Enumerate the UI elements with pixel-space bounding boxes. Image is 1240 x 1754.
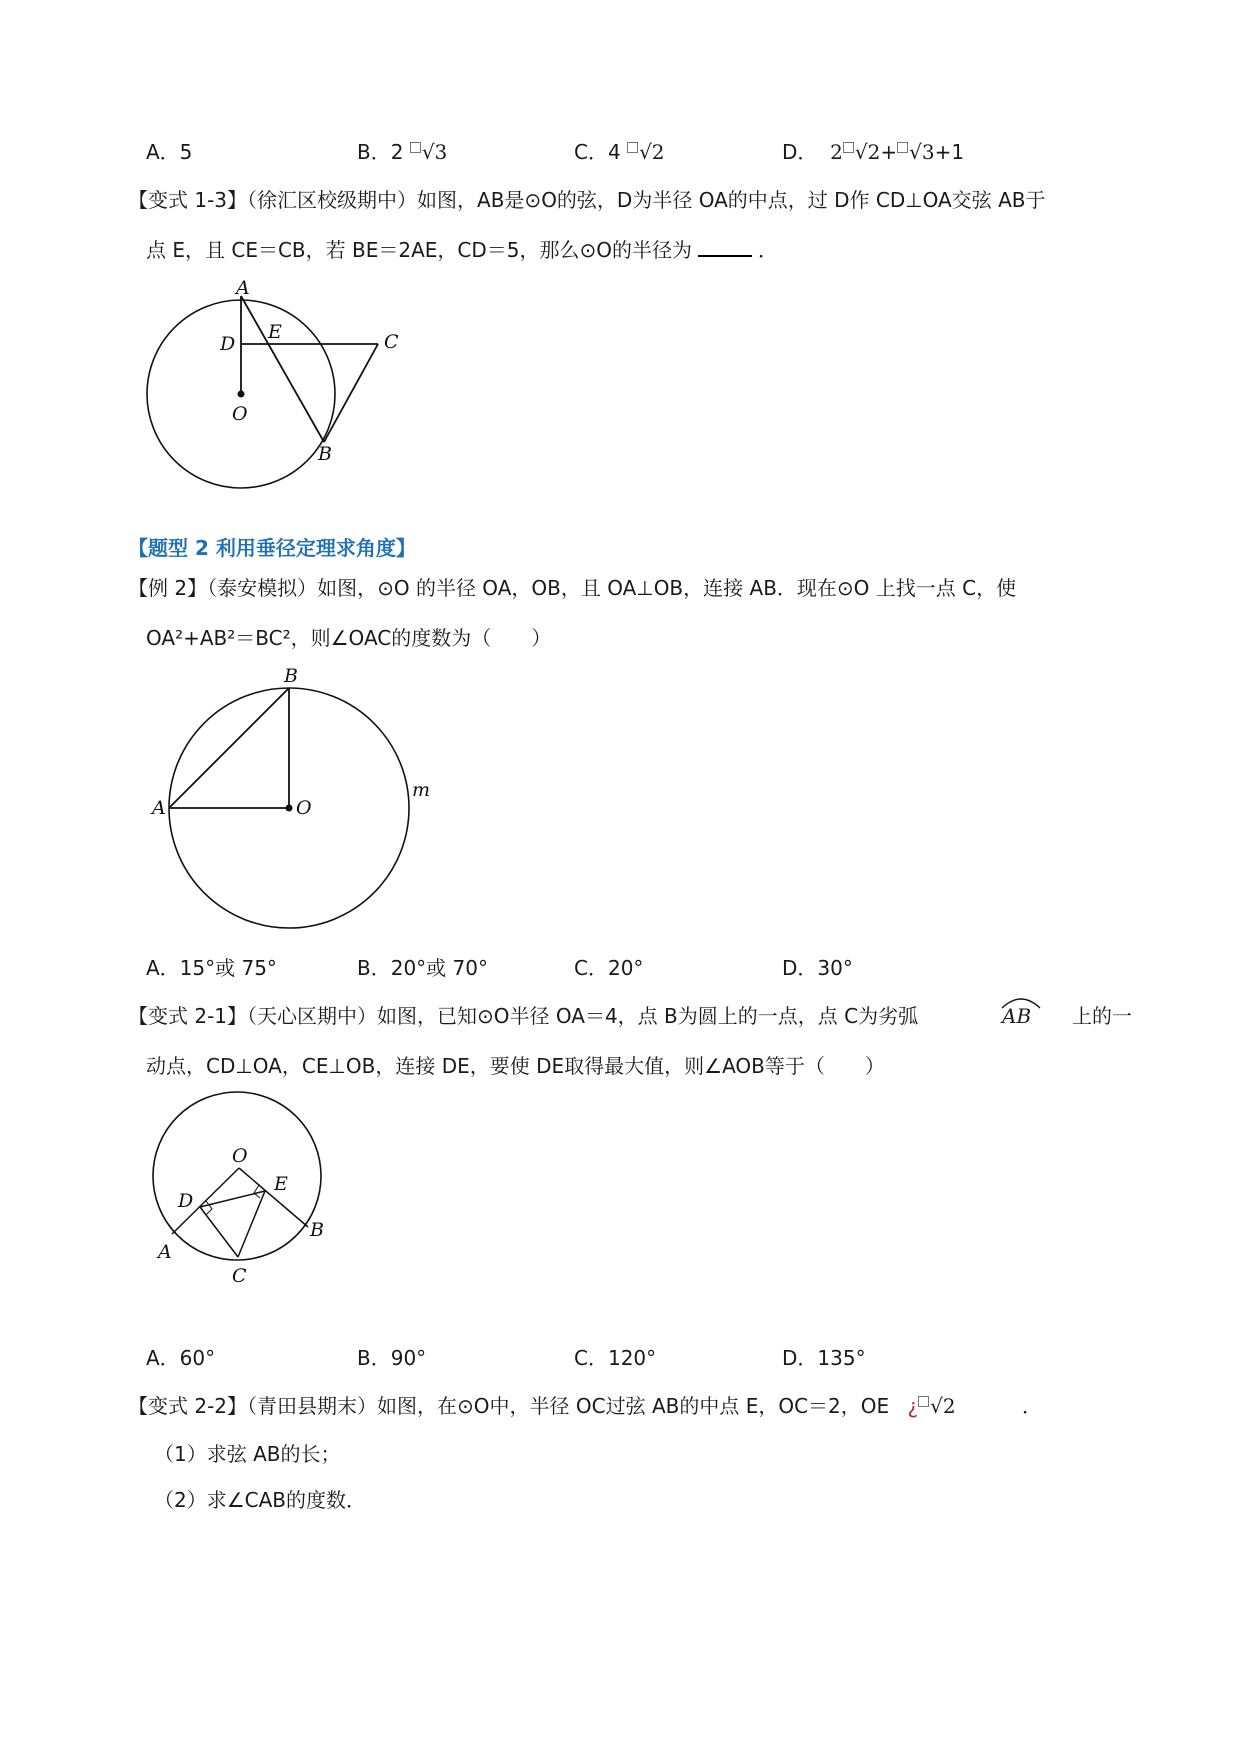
q1-option-d-plus: + xyxy=(880,140,898,164)
label-d: D xyxy=(178,1190,194,1212)
v21-line2: 动点，CD⊥OA，CE⊥OB，连接 DE，要使 DE取得最大值，则∠AOB等于（ ） xyxy=(146,1054,885,1078)
v13-line2 xyxy=(146,236,778,264)
v22-sub2: （2）求∠CAB的度数． xyxy=(154,1488,367,1512)
label-a: A xyxy=(152,797,166,819)
missing-glyph-icon xyxy=(843,142,854,153)
right-angle-d-icon xyxy=(206,1201,212,1215)
v22-glyph: ¿ xyxy=(907,1394,919,1418)
q1-option-b xyxy=(357,138,447,166)
label-m: m xyxy=(412,779,431,801)
q1-option-d-radical-2: √3 xyxy=(909,140,935,164)
right-angle-e-icon xyxy=(254,1185,260,1198)
ex2-line2: OA²+AB²＝BC²，则∠OAC的度数为（ ） xyxy=(146,626,552,650)
ex2-option-b: B．20°或 70° xyxy=(357,956,488,980)
label-a: A xyxy=(158,1241,172,1263)
center-point xyxy=(238,391,245,398)
v22-line1 xyxy=(128,1392,956,1420)
label-e: E xyxy=(274,1173,288,1195)
q1-option-c xyxy=(574,138,665,166)
segment-cd xyxy=(200,1207,238,1257)
v13-text-2: 点 E，且 CE＝CB，若 BE＝2AE，CD＝5，那么⊙O的半径为 xyxy=(146,238,692,262)
v22-text-1: 如图，在⊙O中，半径 OC过弦 AB的中点 E，OC＝2，OE xyxy=(377,1394,890,1418)
arc-label: AB xyxy=(1002,1004,1032,1028)
v13-text-1: 如图，AB是⊙O的弦，D为半径 OA的中点，过 D作 CD⊥OA交弦 AB于 xyxy=(417,188,1046,212)
v13-text-2-end: ． xyxy=(758,238,778,262)
label-b: B xyxy=(310,1219,324,1241)
label-o: O xyxy=(296,797,312,819)
ex2-option-a: A．15°或 75° xyxy=(146,956,277,980)
missing-glyph-icon xyxy=(627,142,638,153)
v21-text-1: 如图，已知⊙O半径 OA＝4，点 B为圆上的一点，点 C为劣弧 xyxy=(377,1004,919,1028)
v21-option-b: B．90° xyxy=(357,1346,427,1370)
center-point xyxy=(286,805,293,812)
v21-line1 xyxy=(128,1002,918,1030)
label-b: B xyxy=(318,443,332,465)
v21-figure xyxy=(150,1090,350,1290)
segment-ce xyxy=(238,1191,265,1257)
label-c: C xyxy=(384,331,399,353)
missing-glyph-icon xyxy=(410,142,421,153)
ex2-option-d: D．30° xyxy=(782,956,853,980)
v21-tag: 【变式 2-1】 xyxy=(128,1004,248,1028)
v21-line1-tail: 上的一 xyxy=(1072,1004,1132,1028)
label-e: E xyxy=(268,321,282,343)
v22-radical: √2 xyxy=(930,1394,956,1418)
ex2-figure xyxy=(146,660,446,940)
v22-sub1: （1）求弦 AB的长； xyxy=(154,1442,341,1466)
label-b: B xyxy=(284,665,298,687)
q1-option-c-label: C．4 xyxy=(574,140,621,164)
v22-source: （青田县期末） xyxy=(247,1394,378,1418)
v13-tag: 【变式 1-3】 xyxy=(128,188,248,212)
label-o: O xyxy=(232,403,248,425)
v21-option-a: A．60° xyxy=(146,1346,216,1370)
v22-line1-tail: ． xyxy=(1022,1394,1042,1418)
v13-line1 xyxy=(128,186,1046,214)
ex2-tag: 【例 2】 xyxy=(128,576,208,600)
missing-glyph-icon xyxy=(897,142,908,153)
ex2-option-c: C．20° xyxy=(574,956,644,980)
q1-option-b-label: B．2 xyxy=(357,140,404,164)
v21-option-c: C．120° xyxy=(574,1346,657,1370)
v13-figure xyxy=(140,277,420,500)
v21-option-d: D．135° xyxy=(782,1346,866,1370)
q1-option-d-label: D． xyxy=(782,140,818,164)
q1-option-d-coef: 2 xyxy=(830,140,843,164)
chord-ab xyxy=(169,688,289,808)
q1-option-d xyxy=(782,138,964,166)
answer-blank xyxy=(698,237,752,257)
v21-source: （天心区期中） xyxy=(247,1004,378,1028)
q1-option-d-tail: +1 xyxy=(934,140,965,164)
label-d: D xyxy=(220,333,236,355)
v22-tag: 【变式 2-2】 xyxy=(128,1394,248,1418)
ex2-text-1: 如图，⊙O 的半径 OA，OB，且 OA⊥OB，连接 AB．现在⊙O 上找一点 C，使 xyxy=(317,576,1017,600)
ex2-source: （泰安模拟） xyxy=(207,576,318,600)
ex2-line1 xyxy=(128,574,1016,602)
q1-option-d-radical-1: √2 xyxy=(854,140,881,164)
missing-glyph-icon xyxy=(918,1396,929,1407)
circle-o xyxy=(153,1092,321,1260)
label-c: C xyxy=(232,1265,247,1287)
label-a: A xyxy=(236,277,250,299)
q1-option-a: A．5 xyxy=(146,140,193,164)
chord-ab xyxy=(241,296,324,442)
q1-option-b-radical: √3 xyxy=(421,140,448,164)
topic2-heading: 【题型 2 利用垂径定理求角度】 xyxy=(128,536,416,560)
q1-option-c-radical: √2 xyxy=(639,140,665,164)
arc-ab-notation xyxy=(996,992,1046,1036)
segment-cb xyxy=(324,344,378,442)
label-o: O xyxy=(232,1145,248,1167)
v13-source: （徐汇区校级期中） xyxy=(247,188,418,212)
